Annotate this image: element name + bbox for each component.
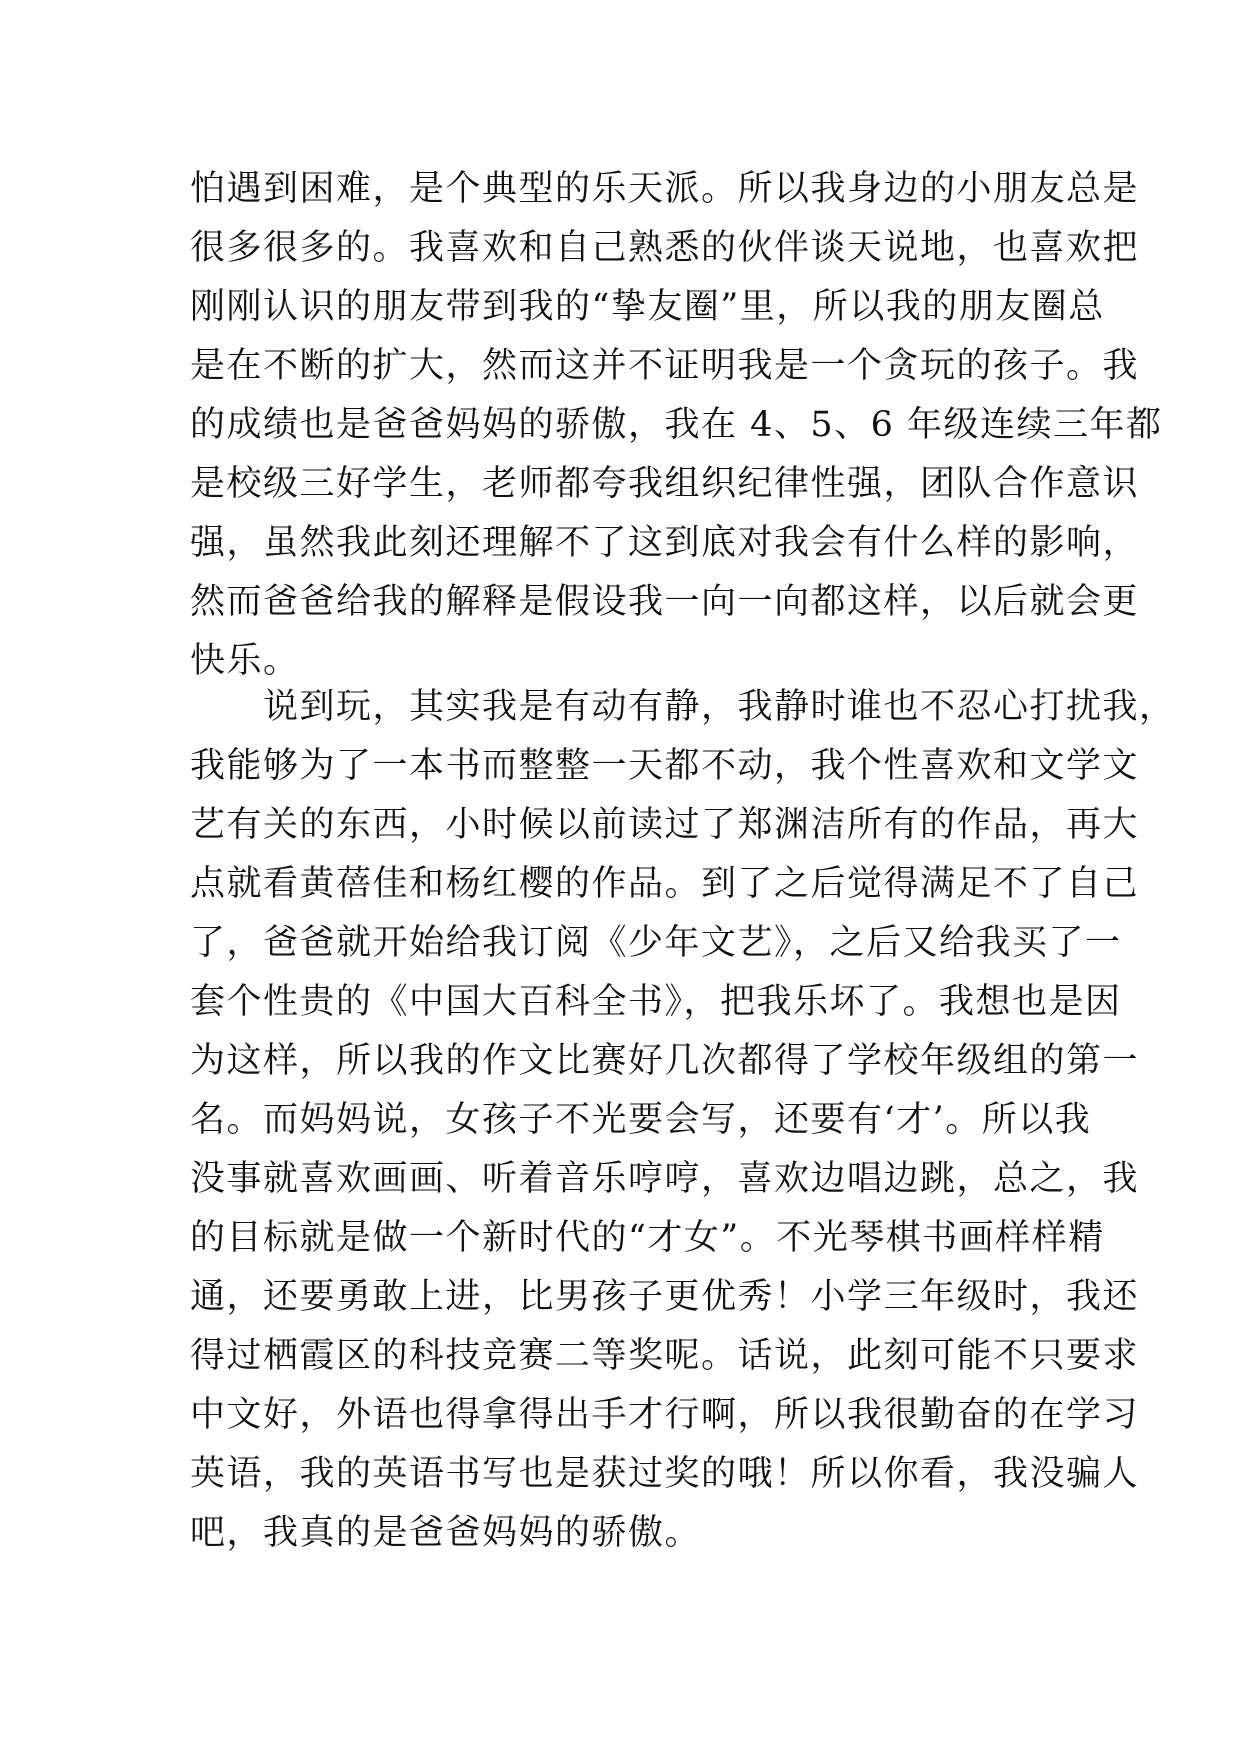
- paragraph-line: 吧，我真的是爸爸妈妈的骄傲。: [190, 1513, 702, 1553]
- paragraph-line: 得过栖霞区的科技竞赛二等奖呢。话说，此刻可能不只要求: [190, 1336, 1140, 1376]
- paragraph-line: 的成绩也是爸爸妈妈的骄傲，我在 4、5、6 年级连续三年都: [190, 405, 1163, 445]
- paragraph-1: [190, 160, 1163, 691]
- paragraph-line: 的目标就是做一个新时代的“才女”。不光琴棋书画样样精: [190, 1218, 1105, 1258]
- paragraph-line: 没事就喜欢画画、听着音乐哼哼，喜欢边唱边跳，总之，我: [190, 1159, 1140, 1199]
- paragraph-line: 套个性贵的《中国大百科全书》，把我乐坏了。我想也是因: [190, 982, 1122, 1022]
- paragraph-line: 为这样，所以我的作文比赛好几次都得了学校年级组的第一: [190, 1041, 1140, 1081]
- paragraph-line: 刚刚认识的朋友带到我的“挚友圈”里，所以我的朋友圈总: [190, 287, 1105, 327]
- paragraph-line: 怕遇到困难，是个典型的乐天派。所以我身边的小朋友总是: [190, 169, 1140, 209]
- paragraph-line: 点就看黄蓓佳和杨红樱的作品。到了之后觉得满足不了自己: [190, 864, 1140, 904]
- paragraph-line: 中文好，外语也得拿得出手才行啊，所以我很勤奋的在学习: [190, 1395, 1140, 1435]
- paragraph-line: 快乐。: [190, 641, 300, 681]
- paragraph-line: 英语，我的英语书写也是获过奖的哦！所以你看，我没骗人: [190, 1454, 1140, 1494]
- paragraph-line: 了，爸爸就开始给我订阅《少年文艺》，之后又给我买了一: [190, 923, 1122, 963]
- paragraph-2: [190, 678, 1176, 1563]
- paragraph-line: 通，还要勇敢上进，比男孩子更优秀！小学三年级时，我还: [190, 1277, 1140, 1317]
- paragraph-line: 艺有关的东西，小时候以前读过了郑渊洁所有的作品，再大: [190, 805, 1140, 845]
- paragraph-line: 名。而妈妈说，女孩子不光要会写，还要有‘才’。所以我: [190, 1100, 1092, 1140]
- paragraph-line: 然而爸爸给我的解释是假设我一向一向都这样，以后就会更: [190, 582, 1140, 622]
- paragraph-line: 是在不断的扩大，然而这并不证明我是一个贪玩的孩子。我: [190, 346, 1140, 386]
- paragraph-line: 说到玩，其实我是有动有静，我静时谁也不忍心打扰我，: [190, 687, 1176, 727]
- paragraph-line: 强，虽然我此刻还理解不了这到底对我会有什么样的影响，: [190, 523, 1140, 563]
- paragraph-line: 我能够为了一本书而整整一天都不动，我个性喜欢和文学文: [190, 746, 1140, 786]
- paragraph-line: 是校级三好学生，老师都夸我组织纪律性强，团队合作意识: [190, 464, 1140, 504]
- paragraph-line: 很多很多的。我喜欢和自己熟悉的伙伴谈天说地，也喜欢把: [190, 228, 1140, 268]
